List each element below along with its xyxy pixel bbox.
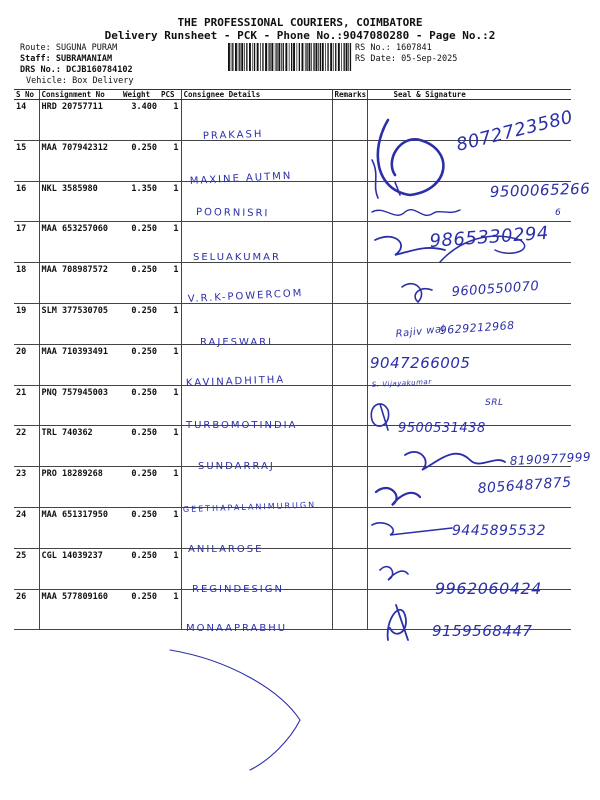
table-row [14,589,571,630]
signature-mark: 6 [555,208,562,218]
consignee-cell [181,507,332,548]
handwritten-phone: 9047266005 [370,354,471,372]
vehicle-label: Vehicle: [26,76,67,86]
rs-date-line [355,54,457,64]
sno-cell: 21 [14,385,39,426]
consignee-cell [181,222,332,263]
table-body [14,100,571,630]
seal-cell [367,548,571,589]
handwritten-consignee-name: SUNDARRAJ [198,461,275,472]
col-seal: Seal & Signature [367,90,571,100]
staff-value: SUBRAMANIAM [55,54,113,64]
drs-label: DRS No.: [20,65,61,75]
route-line [20,43,117,53]
consignee-cell [181,344,332,385]
pcs-cell: 1 [159,385,181,426]
consignee-cell [181,467,332,508]
pcs-cell: 1 [159,100,181,141]
remarks-cell [332,181,367,222]
weight-cell: 1.350 [121,181,159,222]
pcs-cell: 1 [159,507,181,548]
pcs-cell: 1 [159,222,181,263]
pcs-cell: 1 [159,263,181,304]
sno-cell: 20 [14,344,39,385]
consignee-cell [181,100,332,141]
sno-cell: 25 [14,548,39,589]
sno-cell: 15 [14,140,39,181]
consignee-cell [181,303,332,344]
seal-cell [367,303,571,344]
handwritten-consignee-name: RAJESWARI [200,337,274,348]
table-row [14,263,571,304]
sno-cell: 23 [14,467,39,508]
pcs-cell: 1 [159,344,181,385]
col-consignment: Consignment No [39,90,121,100]
runsheet-table [14,89,571,630]
handwritten-phone: 9629212968 [439,318,516,337]
weight-cell: 0.250 [121,548,159,589]
consignment-cell: PNQ 757945003 [39,385,121,426]
seal-cell [367,140,571,181]
consignee-cell [181,181,332,222]
table-row [14,181,571,222]
pcs-cell: 1 [159,140,181,181]
table-header-row [14,90,571,100]
consignee-cell [181,385,332,426]
consignment-cell: PRO 18289268 [39,467,121,508]
company-title: THE PROFESSIONAL COURIERS, COIMBATORE [177,16,423,29]
sno-cell: 26 [14,589,39,630]
seal-cell [367,507,571,548]
remarks-cell [332,548,367,589]
seal-cell [367,426,571,467]
handwritten-consignee-name: V.R.K-POWERCOM [187,287,304,305]
drs-value: DCJB160784102 [66,65,133,75]
pcs-cell: 1 [159,548,181,589]
sno-cell: 16 [14,181,39,222]
runsheet-subtitle: Delivery Runsheet - PCK - Phone No.:9047080280 - Page No.:2 [104,29,496,42]
rs-date-label: RS Date: [355,54,396,64]
handwritten-consignee-name: PRAKASH [202,128,264,142]
remarks-cell [332,589,367,630]
pcs-cell: 1 [159,303,181,344]
weight-cell: 3.400 [121,100,159,141]
table-row [14,100,571,141]
sno-cell: 22 [14,426,39,467]
remarks-cell [332,100,367,141]
weight-cell: 0.250 [121,344,159,385]
handwritten-consignee-name: MONAAPRABHU [186,623,288,634]
consignment-cell: CGL 14039237 [39,548,121,589]
seal-cell [367,181,571,222]
handwritten-consignee-name: POORNISRI [195,207,270,220]
weight-cell: 0.250 [121,467,159,508]
sno-cell: 14 [14,100,39,141]
table-row [14,222,571,263]
weight-cell: 0.250 [121,222,159,263]
route-value: SUGUNA PURAM [55,43,118,53]
rs-no-value: 1607841 [395,43,432,53]
vehicle-value: Box Delivery [72,76,134,86]
weight-cell: 0.250 [121,426,159,467]
staff-label: Staff: [20,54,51,64]
remarks-cell [332,303,367,344]
pcs-cell: 1 [159,181,181,222]
remarks-cell [332,140,367,181]
handwritten-phone: 9500065266 [489,179,591,201]
consignment-cell: MAA 653257060 [39,222,121,263]
handwritten-phone: 8056487875 [477,474,573,497]
seal-cell [367,385,571,426]
seal-cell [367,222,571,263]
col-consignee: Consignee Details [181,90,332,100]
rs-date-value: 05-Sep-2025 [401,54,458,64]
consignment-cell: TRL 740362 [39,426,121,467]
rs-no-line [355,43,432,53]
consignment-cell: HRD 20757711 [39,100,121,141]
weight-cell: 0.250 [121,263,159,304]
sno-cell: 17 [14,222,39,263]
handwritten-phone: 9600550070 [451,278,540,300]
remarks-cell [332,426,367,467]
table-row [14,507,571,548]
table-row [14,467,571,508]
remarks-cell [332,222,367,263]
handwritten-consignee-name: REGINDESIGN [192,584,284,595]
consignment-cell: MAA 577809160 [39,589,121,630]
table-row [14,344,571,385]
vehicle-line [26,76,134,86]
rs-no-label: RS No.: [355,43,391,53]
col-pcs: PCS [159,90,181,100]
consignee-cell [181,548,332,589]
consignee-cell [181,140,332,181]
consignment-cell: MAA 708987572 [39,263,121,304]
seal-cell [367,467,571,508]
handwritten-phone: 8190977999 [509,449,592,468]
handwritten-consignee-name: KAVINADHITHA [185,374,286,389]
pcs-cell: 1 [159,426,181,467]
remarks-cell [332,344,367,385]
weight-cell: 0.250 [121,589,159,630]
table-row [14,303,571,344]
handwritten-phone: 9445895532 [452,523,547,539]
seal-cell [367,100,571,141]
weight-cell: 0.250 [121,140,159,181]
consignment-cell: MAA 707942312 [39,140,121,181]
route-label: Route: [20,43,51,53]
handwritten-phone: 9159568447 [432,622,533,640]
consignee-cell [181,426,332,467]
handwritten-phone: 9865330294 [428,222,550,252]
sno-cell: 24 [14,507,39,548]
handwritten-phone: 8072723580 [454,106,576,156]
seal-cell [367,263,571,304]
weight-cell: 0.250 [121,385,159,426]
remarks-cell [332,467,367,508]
handwritten-consignee-name: ANILAROSE [188,544,264,555]
signature-text: S. Vijayakumar [371,377,432,389]
col-weight: Weight [121,90,159,100]
remarks-cell [332,385,367,426]
signature-text: Rajiv wai [395,323,446,340]
weight-cell: 0.250 [121,303,159,344]
col-sno: S No [14,90,39,100]
handwritten-consignee-name: GEETHAPALANIMURUGN [182,500,317,514]
staff-line [20,54,112,64]
consignment-cell: MAA 651317950 [39,507,121,548]
sno-cell: 19 [14,303,39,344]
table-row [14,548,571,589]
consignment-cell: MAA 710393491 [39,344,121,385]
drs-line [20,65,133,75]
col-remarks: Remarks [332,90,367,100]
handwritten-phone: 9962060424 [435,579,542,598]
barcode-icon [228,43,352,71]
consignment-cell: SLM 377530705 [39,303,121,344]
seal-cell [367,589,571,630]
handwritten-consignee-name: SELUAKUMAR [193,252,281,263]
seal-cell [367,344,571,385]
table-row [14,140,571,181]
consignee-cell [181,263,332,304]
sno-cell: 18 [14,263,39,304]
pcs-cell: 1 [159,467,181,508]
weight-cell: 0.250 [121,507,159,548]
remarks-cell [332,507,367,548]
signature-text: SRL [485,398,504,408]
pcs-cell: 1 [159,589,181,630]
consignee-cell [181,589,332,630]
table-row [14,385,571,426]
remarks-cell [332,263,367,304]
handwritten-phone: 9500531438 [398,421,486,436]
stray-pen-line [170,650,300,770]
table-row [14,426,571,467]
consignment-cell: NKL 3585980 [39,181,121,222]
handwritten-consignee-name: MAXINE AUTMN [189,170,293,187]
handwritten-consignee-name: TURBOMOTINDIA [186,420,298,431]
